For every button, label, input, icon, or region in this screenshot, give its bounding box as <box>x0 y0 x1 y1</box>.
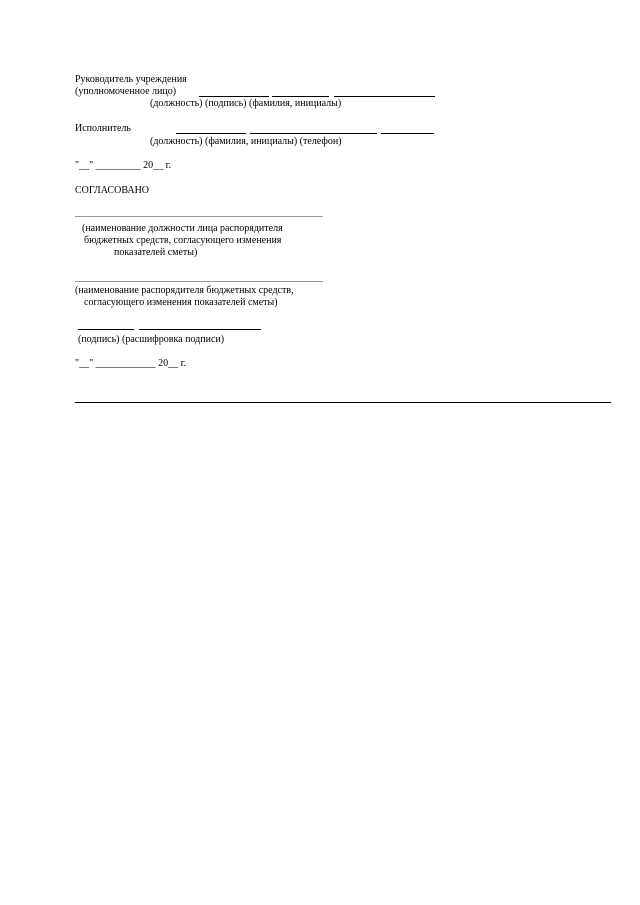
executor-captions: (должность) (фамилия, инициалы) (телефон) <box>150 136 342 147</box>
head-signature-line[interactable] <box>272 96 329 97</box>
approver-org-line[interactable] <box>75 281 323 282</box>
executor-name-line[interactable] <box>250 133 377 134</box>
head-position-line[interactable] <box>199 96 269 97</box>
executor-position-line[interactable] <box>176 133 246 134</box>
approved-heading: СОГЛАСОВАНО <box>75 185 150 196</box>
head-captions: (должность) (подпись) (фамилия, инициалы) <box>150 98 342 109</box>
approver-position-caption-3: показателей сметы) <box>114 247 198 258</box>
approver-decoding-line[interactable] <box>139 329 261 330</box>
head-title: Руководитель учреждения <box>75 74 187 85</box>
approver-position-line[interactable] <box>75 216 323 217</box>
approver-position-caption-1: (наименование должности лица распорядителя <box>82 223 283 234</box>
approver-org-caption-2: согласующего изменения показателей сметы) <box>84 297 278 308</box>
date-line-2: "__" ____________ 20__ г. <box>75 358 187 369</box>
approver-org-caption-1: (наименование распорядителя бюджетных средств, <box>75 285 294 296</box>
executor-phone-line[interactable] <box>381 133 434 134</box>
head-name-line[interactable] <box>334 96 435 97</box>
bottom-rule <box>75 402 611 403</box>
executor-label: Исполнитель <box>75 123 131 134</box>
approver-position-caption-2: бюджетных средств, согласующего изменения <box>84 235 282 246</box>
date-line-1: "__" _________ 20__ г. <box>75 160 172 171</box>
head-subtitle: (уполномоченное лицо) <box>75 86 177 97</box>
approver-signature-line[interactable] <box>78 329 134 330</box>
sign-captions: (подпись) (расшифровка подписи) <box>78 334 225 345</box>
